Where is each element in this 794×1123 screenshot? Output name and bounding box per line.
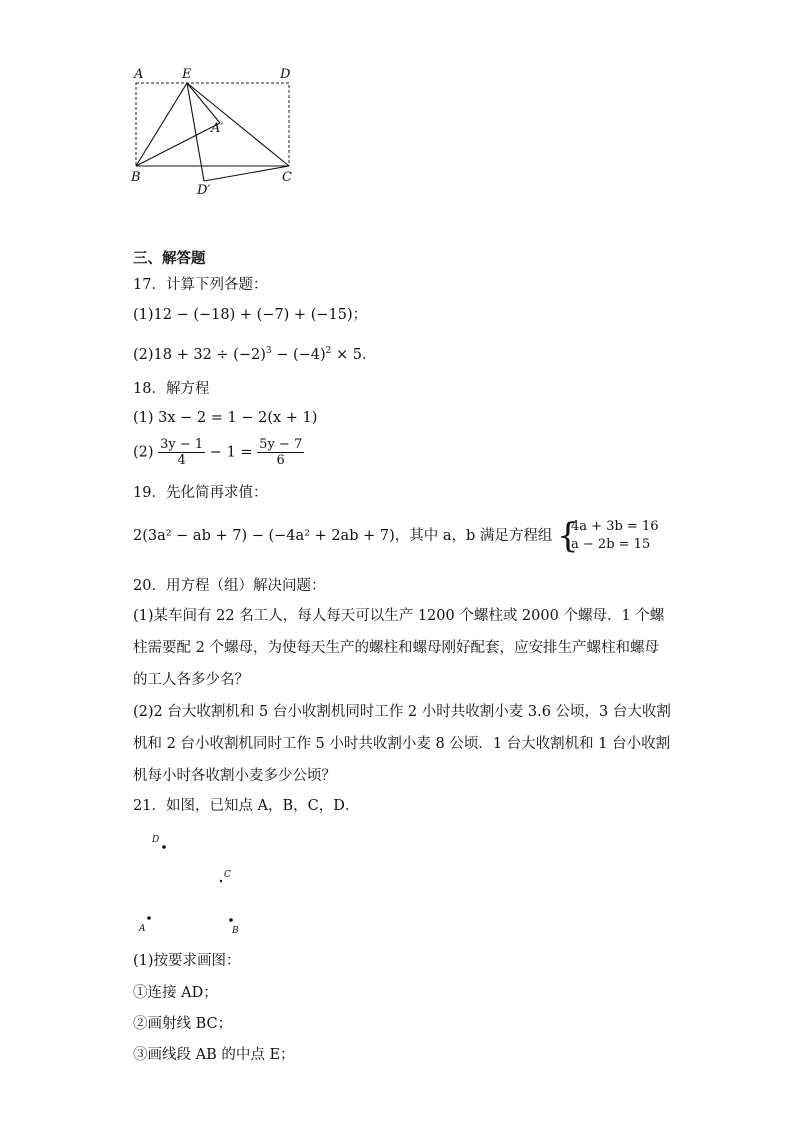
label-point-D: D <box>152 835 160 845</box>
label-point-B: B <box>232 926 239 936</box>
q20-title: 20．用方程（组）解决问题： <box>133 578 326 594</box>
q18-part2 <box>133 437 304 468</box>
q18-title: 18．解方程 <box>133 381 210 397</box>
q20-part2: (2)2 台大收割机和 5 台小收割机同时工作 2 小时共收割小麦 3.6 公顷，3 台大收割机和 2 台小收割机同时工作 5 小时共收割小麦 8 公顷．1 台大收割机和 1 台小收割机每小时各收割小麦多少公顷？ <box>133 704 671 784</box>
q17-exp2: 2 <box>325 346 332 356</box>
q19-expression <box>133 518 659 554</box>
q17-part1: (1)12 − (−18) + (−7) + (−15)； <box>133 307 368 323</box>
q19-condition: ，其中 a，b 满足方程组 <box>394 528 553 544</box>
point-B <box>229 918 233 922</box>
q18-part2-mid: − 1 = <box>205 444 258 461</box>
q21-points-figure <box>130 828 260 940</box>
q18-num-right: 5y − 7 <box>259 437 303 452</box>
q21-step1: ①连接 AD； <box>133 985 218 1001</box>
q21-requirement: (1)按要求画图： <box>133 953 241 969</box>
q17-part2-mid: − (−4) <box>271 346 326 363</box>
q18-num-left: 3y − 1 <box>160 437 204 452</box>
q18-fraction-left <box>158 437 205 468</box>
label-D-prime: D′ <box>197 183 211 198</box>
point-C <box>220 880 222 882</box>
q19-expr: 2(3a² − ab + 7) − (−4a² + 2ab + 7) <box>133 528 395 544</box>
label-B: B <box>131 170 141 185</box>
label-C: C <box>282 170 292 185</box>
q18-part1: (1) 3x − 2 = 1 − 2(x + 1) <box>133 410 318 426</box>
point-A <box>147 916 151 920</box>
q19-eq2: a − 2b = 15 <box>571 537 651 552</box>
label-A-prime: A′ <box>211 121 224 136</box>
q18-part2-label: (2) <box>133 444 154 461</box>
label-E: E <box>182 67 192 82</box>
section-title: 三、解答题 <box>133 250 206 267</box>
brace-icon: { <box>557 516 579 556</box>
q17-part2-suffix: × 5． <box>331 346 377 363</box>
q19-title: 19．先化简再求值： <box>133 485 268 501</box>
q17-part2 <box>133 341 377 365</box>
label-A: A <box>134 67 144 82</box>
q17-exp1: 3 <box>265 346 272 356</box>
q21-step3: ③画线段 AB 的中点 E； <box>133 1047 295 1063</box>
q17-part2-prefix: (2)18 + 32 ÷ (−2) <box>133 346 266 363</box>
q18-den-right: 6 <box>276 453 285 468</box>
label-D: D <box>280 67 291 82</box>
q19-eq1: 4a + 3b = 16 <box>571 519 659 534</box>
point-D <box>162 845 166 849</box>
geometry-figure <box>120 62 310 202</box>
segment-EC <box>187 83 289 166</box>
q21-title: 21．如图，已知点 A，B，C，D． <box>133 798 360 814</box>
q20-part1: (1)某车间有 22 名工人，每人每天可以生产 1200 个螺柱或 2000 个螺母．1 个螺柱需要配 2 个螺母，为使每天生产的螺柱和螺母刚好配套，应安排生产螺柱和螺母的工人各多少名？ <box>133 608 665 688</box>
segment-D-prime-C <box>204 166 289 181</box>
segment-EA-prime <box>187 83 220 123</box>
label-point-A: A <box>139 924 146 934</box>
label-point-C: C <box>224 870 231 880</box>
q19-system <box>557 518 658 554</box>
q18-fraction-right <box>257 437 304 468</box>
q18-den-left: 4 <box>177 453 186 468</box>
q17-title: 17．计算下列各题： <box>133 277 268 293</box>
q21-step2: ②画射线 BC； <box>133 1016 233 1032</box>
